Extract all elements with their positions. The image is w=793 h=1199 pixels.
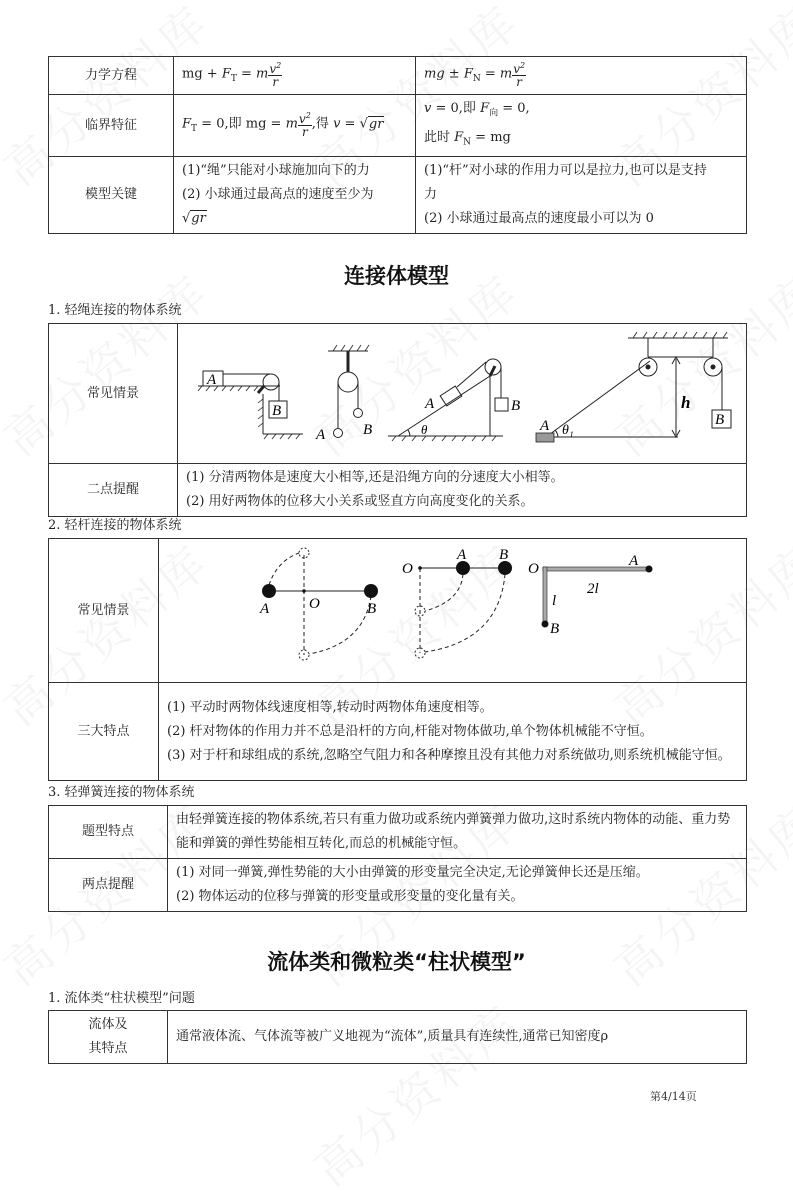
text-line: (2) 小球通过最高点的速度最小可以为 0	[424, 211, 654, 227]
rod-system-table	[48, 538, 747, 781]
svg-text:A: A	[260, 601, 270, 617]
text-fragment: ,得	[311, 116, 329, 132]
table-row	[49, 539, 747, 683]
svg-text:A: A	[457, 547, 467, 563]
text-line: 力	[424, 187, 438, 203]
table-row	[49, 464, 747, 517]
subsection-heading: 3. 轻弹簧连接的物体系统	[48, 785, 195, 800]
svg-text:O: O	[402, 561, 413, 577]
row-label: 常见情景	[49, 539, 159, 683]
page-number: 第4/14页	[650, 1090, 697, 1103]
rope-connection-diagrams	[178, 324, 746, 454]
spring-feature-text: 由轻弹簧连接的物体系统,若只有重力做功或系统内弹簧弹力做功,这时系统内物体的动能、重力势能和弹簧的弹性势能相互转化,而总的机械能守恒。	[168, 806, 747, 859]
row-label: 模型关键	[49, 157, 174, 234]
row-label: 力学方程	[49, 57, 174, 95]
section-title: 连接体模型	[344, 264, 449, 288]
rod-diagrams	[159, 539, 747, 683]
svg-text:l: l	[552, 593, 557, 609]
svg-text:A: A	[629, 553, 639, 569]
svg-text:B: B	[363, 422, 373, 438]
text-line: 流体及	[88, 1017, 128, 1032]
text-line: √gr	[182, 211, 206, 227]
svg-text:θ: θ	[421, 422, 428, 437]
rod-equation: mg ± $F_N = m$ $\frac{v^2}{r}$	[416, 57, 747, 95]
rope-system-table	[48, 323, 747, 517]
svg-text:B: B	[715, 412, 725, 428]
row-label: 常见情景	[49, 324, 178, 464]
svg-text:A: A	[207, 372, 217, 388]
text-line: 其特点	[88, 1041, 128, 1056]
subsection-heading: 2. 轻杆连接的物体系统	[48, 518, 182, 533]
table-row	[49, 859, 747, 912]
rod-key	[416, 157, 747, 234]
svg-text:B: B	[511, 398, 521, 414]
fluid-model-table	[48, 1010, 747, 1064]
text-line: (2) 小球通过最高点的速度至少为	[182, 187, 374, 203]
svg-text:A: A	[316, 427, 326, 443]
svg-text:h: h	[681, 393, 691, 412]
text-line: (1)“绳”只能对小球施加向下的力	[182, 163, 370, 179]
subsection-heading: 1. 轻绳连接的物体系统	[48, 303, 182, 318]
rope-diagrams	[178, 324, 747, 464]
text-line: (2) 用好两物体的位移大小关系或竖直方向高度变化的关系。	[186, 494, 534, 509]
rope-key	[174, 157, 416, 234]
svg-text:A: A	[425, 396, 435, 412]
row-label: 三大特点	[49, 683, 159, 781]
text-fragment: ,即	[224, 116, 242, 132]
subsection-heading: 1. 流体类“柱状模型”问题	[48, 991, 195, 1006]
spring-tips	[168, 859, 747, 912]
table-row	[49, 806, 747, 859]
row-label: 二点提醒	[49, 464, 178, 517]
row-label	[49, 1011, 168, 1064]
table-row	[49, 324, 747, 464]
table-row	[49, 683, 747, 781]
row-label: 题型特点	[49, 806, 168, 859]
rod-critical-line2: 此时 $F_N$ = mg	[424, 129, 511, 148]
rod-features	[159, 683, 747, 781]
text-line: (1) 对同一弹簧,弹性势能的大小由弹簧的形变量完全决定,无论弹簧伸长还是压缩。	[176, 865, 649, 880]
rod-critical-line1: v = 0,即 $F_向 = 0$,	[424, 101, 530, 119]
row-label: 临界特征	[49, 95, 174, 157]
text-line: (2) 杆对物体的作用力并不总是沿杆的方向,杆能对物体做功,单个物体机械能不守恒。	[167, 723, 653, 739]
svg-text:B: B	[272, 403, 282, 419]
svg-text:B: B	[367, 601, 377, 617]
rod-connection-diagrams	[159, 539, 746, 673]
svg-text:O: O	[309, 596, 320, 612]
rod-critical	[416, 95, 747, 157]
svg-text:θ₁: θ₁	[562, 423, 574, 438]
rope-equation: mg + $F_T = m$ $\frac{v^2}{r}$	[174, 57, 416, 95]
text-line: (1) 平动时两物体线速度相等,转动时两物体角速度相等。	[167, 699, 493, 715]
spring-system-table	[48, 805, 747, 912]
text-line: (1) 分清两物体是速度大小相等,还是沿绳方向的分速度大小相等。	[186, 470, 564, 485]
svg-text:B: B	[550, 621, 560, 637]
table-row	[49, 95, 747, 157]
vertical-circle-comparison-table	[48, 56, 747, 234]
table-row	[49, 1011, 747, 1064]
svg-text:O: O	[528, 561, 539, 577]
row-label: 两点提醒	[49, 859, 168, 912]
svg-text:2l: 2l	[587, 581, 599, 597]
text-line: (3) 对于杆和球组成的系统,忽略空气阻力和各种摩擦且没有其他力对系统做功,则系统机械能守恒。	[167, 747, 731, 763]
rope-tips	[178, 464, 747, 517]
text-line: (1)“杆”对小球的作用力可以是拉力,也可以是支持	[424, 163, 707, 179]
svg-text:A: A	[540, 418, 550, 434]
table-row	[49, 157, 747, 234]
svg-text:B: B	[499, 547, 509, 563]
section-title: 流体类和微粒类“柱状模型”	[267, 950, 526, 974]
text-line: (2) 物体运动的位移与弹簧的形变量或形变量的变化量有关。	[176, 889, 524, 904]
rope-critical: $F_T = 0$,即 mg = m $\frac{v^2}{r}$ ,得 v = √gr	[174, 95, 416, 157]
table-row	[49, 57, 747, 95]
fluid-feature-text: 通常液体流、气体流等被广义地视为“流体”,质量具有连续性,通常已知密度ρ	[168, 1011, 747, 1064]
